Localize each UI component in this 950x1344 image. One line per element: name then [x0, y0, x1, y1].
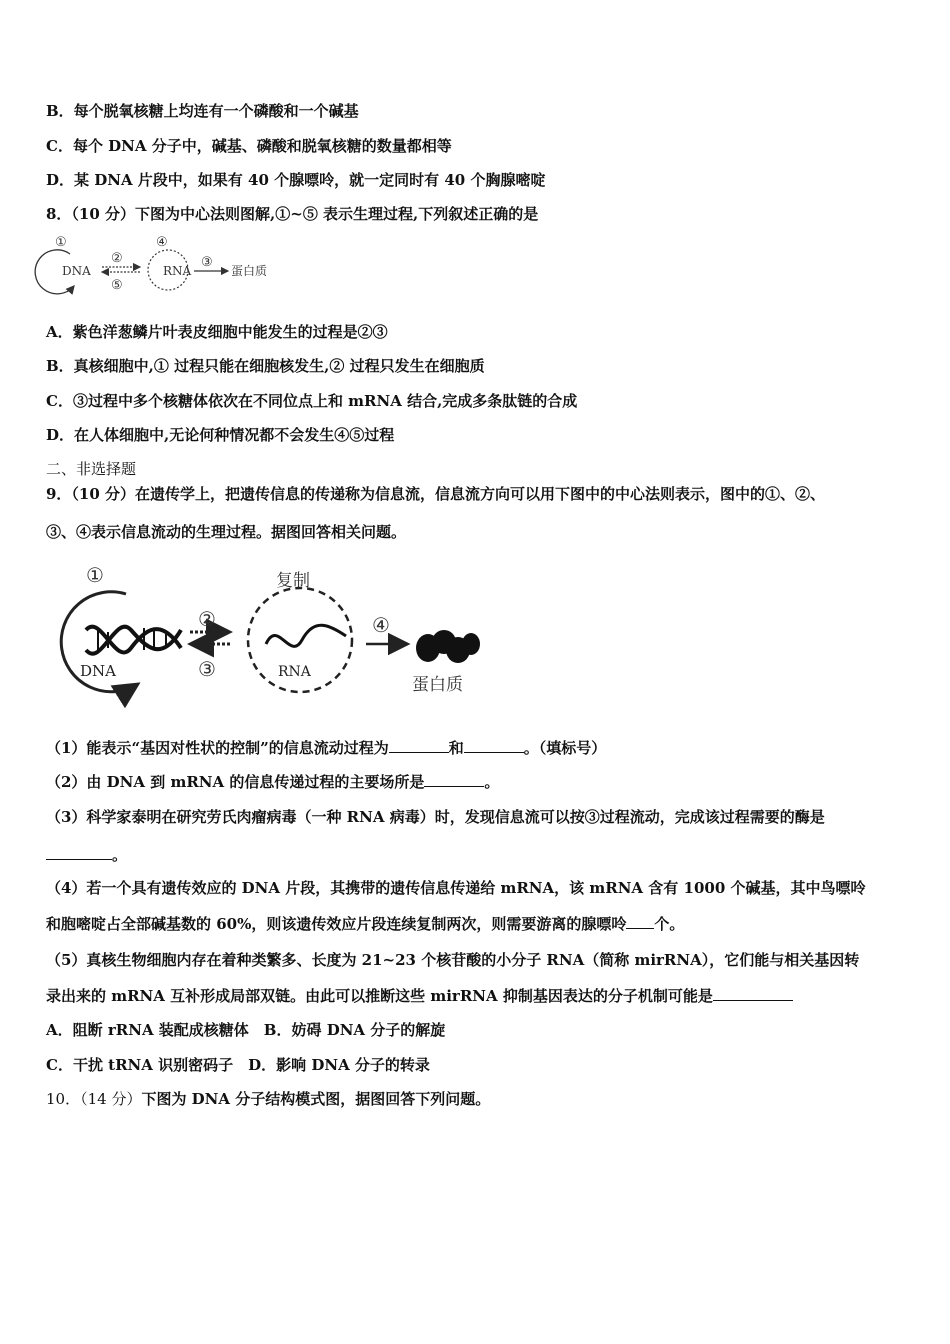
q9-label-1: ① [86, 563, 104, 587]
q9-stem-line2: ③、④表示信息流动的生理过程。据图回答相关问题。 [46, 523, 407, 541]
q8-central-dogma-diagram [40, 232, 300, 296]
q8-option-c: C．③过程中多个核糖体依次在不同位点上和 mRNA 结合,完成多条肽链的合成 [46, 392, 578, 410]
protein-blob-icon [416, 630, 480, 663]
q9-label-rna: RNA [278, 664, 311, 680]
q8-label-3: ③ [201, 255, 213, 270]
q9-part5-text: 录出来的 mRNA 互补形成局部双链。由此可以推断这些 mirRNA 抑制基因表达的分子机制可能是 [46, 987, 713, 1005]
answer-blank-4[interactable] [626, 914, 654, 929]
q8-option-a: A．紫色洋葱鳞片叶表皮细胞中能发生的过程是②③ [46, 323, 388, 341]
q9-label-4: ④ [372, 613, 390, 637]
q8-label-5: ⑤ [111, 278, 123, 293]
q9-options-cd: C．干扰 tRNA 识别密码子 D．影响 DNA 分子的转录 [46, 1056, 430, 1074]
q8-option-b: B．真核细胞中,① 过程只能在细胞核发生,② 过程只发生在细胞质 [46, 357, 485, 375]
q9-label-3: ③ [198, 657, 216, 681]
q7-option-d: D．某 DNA 片段中，如果有 40 个腺嘌呤，就一定同时有 40 个胸腺嘧啶 [46, 171, 546, 189]
q8-label-4: ④ [156, 235, 168, 250]
q9-part2-end: 。 [484, 773, 500, 791]
q9-part4-end: 个。 [654, 915, 685, 933]
q9-part1-and: 和 [448, 739, 464, 757]
q9-part4-line2 [46, 914, 684, 934]
q10-text: 下图为 DNA 分子结构模式图，据图回答下列问题。 [141, 1090, 491, 1108]
q9-stem-line1: 9．（10 分）在遗传学上，把遗传信息的传递称为信息流，信息流方向可以用下图中的中心法则表示，图中的①、②、 [46, 485, 826, 503]
q9-part3-line1: （3）科学家泰明在研究劳氏肉瘤病毒（一种 RNA 病毒）时，发现信息流可以按③过程流动，完成该过程需要的酶是 [46, 808, 825, 826]
q9-part1-end: 。（填标号） [523, 739, 607, 757]
q8-label-rna: RNA [163, 264, 192, 278]
q9-part1-text: （1）能表示“基因对性状的控制”的信息流动过程为 [46, 739, 389, 757]
q9-part5-line1: （5）真核生物细胞内存在着种类繁多、长度为 21~23 个核苷酸的小分子 RNA（简称 mirRNA），它们能与相关基因转 [46, 951, 860, 969]
q10-stem [46, 1089, 490, 1109]
q9-part2-text: （2）由 DNA 到 mRNA 的信息传递过程的主要场所是 [46, 773, 425, 791]
q8-label-protein: 蛋白质 [231, 264, 268, 278]
q8-stem: 8．（10 分）下图为中心法则图解,①~⑤ 表示生理过程,下列叙述正确的是 [46, 205, 539, 223]
q10-number: 10．（14 分） [46, 1090, 142, 1108]
rna-strand-icon [266, 625, 346, 646]
answer-blank-1b[interactable] [464, 738, 524, 753]
q8-label-dna: DNA [62, 264, 91, 278]
answer-blank-3[interactable] [46, 845, 112, 860]
q9-label-protein: 蛋白质 [412, 675, 463, 695]
q9-options-ab: A．阻断 rRNA 装配成核糖体 B．妨碍 DNA 分子的解旋 [46, 1021, 446, 1039]
q8-label-1: ① [55, 235, 67, 250]
q9-part4-line1: （4）若一个具有遗传效应的 DNA 片段，其携带的遗传信息传递给 mRNA，该 mRNA 含有 1000 个碱基，其中鸟嘌呤 [46, 879, 866, 897]
answer-blank-5[interactable] [713, 986, 793, 1001]
q9-part3-line2 [46, 845, 127, 865]
q8-option-d: D．在人体细胞中,无论何种情况都不会发生④⑤过程 [46, 426, 395, 444]
answer-blank-2[interactable] [424, 772, 484, 787]
q9-label-dna: DNA [80, 662, 116, 680]
q9-part1 [46, 738, 606, 758]
q9-part3-end: 。 [112, 846, 128, 864]
section-heading: 二、非选择题 [46, 460, 137, 478]
q9-label-2: ② [198, 607, 216, 631]
q7-option-c: C．每个 DNA 分子中，碱基、磷酸和脱氧核糖的数量都相等 [46, 137, 452, 155]
q9-central-dogma-diagram [46, 558, 486, 700]
q7-option-b: B．每个脱氧核糖上均连有一个磷酸和一个碱基 [46, 102, 359, 120]
q9-part4-text: 和胞嘧啶占全部碱基数的 60%，则该遗传效应片段连续复制两次，则需要游离的腺嘌呤 [46, 915, 627, 933]
q9-part2 [46, 772, 499, 792]
q8-label-2: ② [111, 251, 123, 266]
answer-blank-1a[interactable] [389, 738, 449, 753]
q9-part5-line2 [46, 986, 793, 1006]
q9-label-replicate: 复制 [276, 571, 310, 591]
